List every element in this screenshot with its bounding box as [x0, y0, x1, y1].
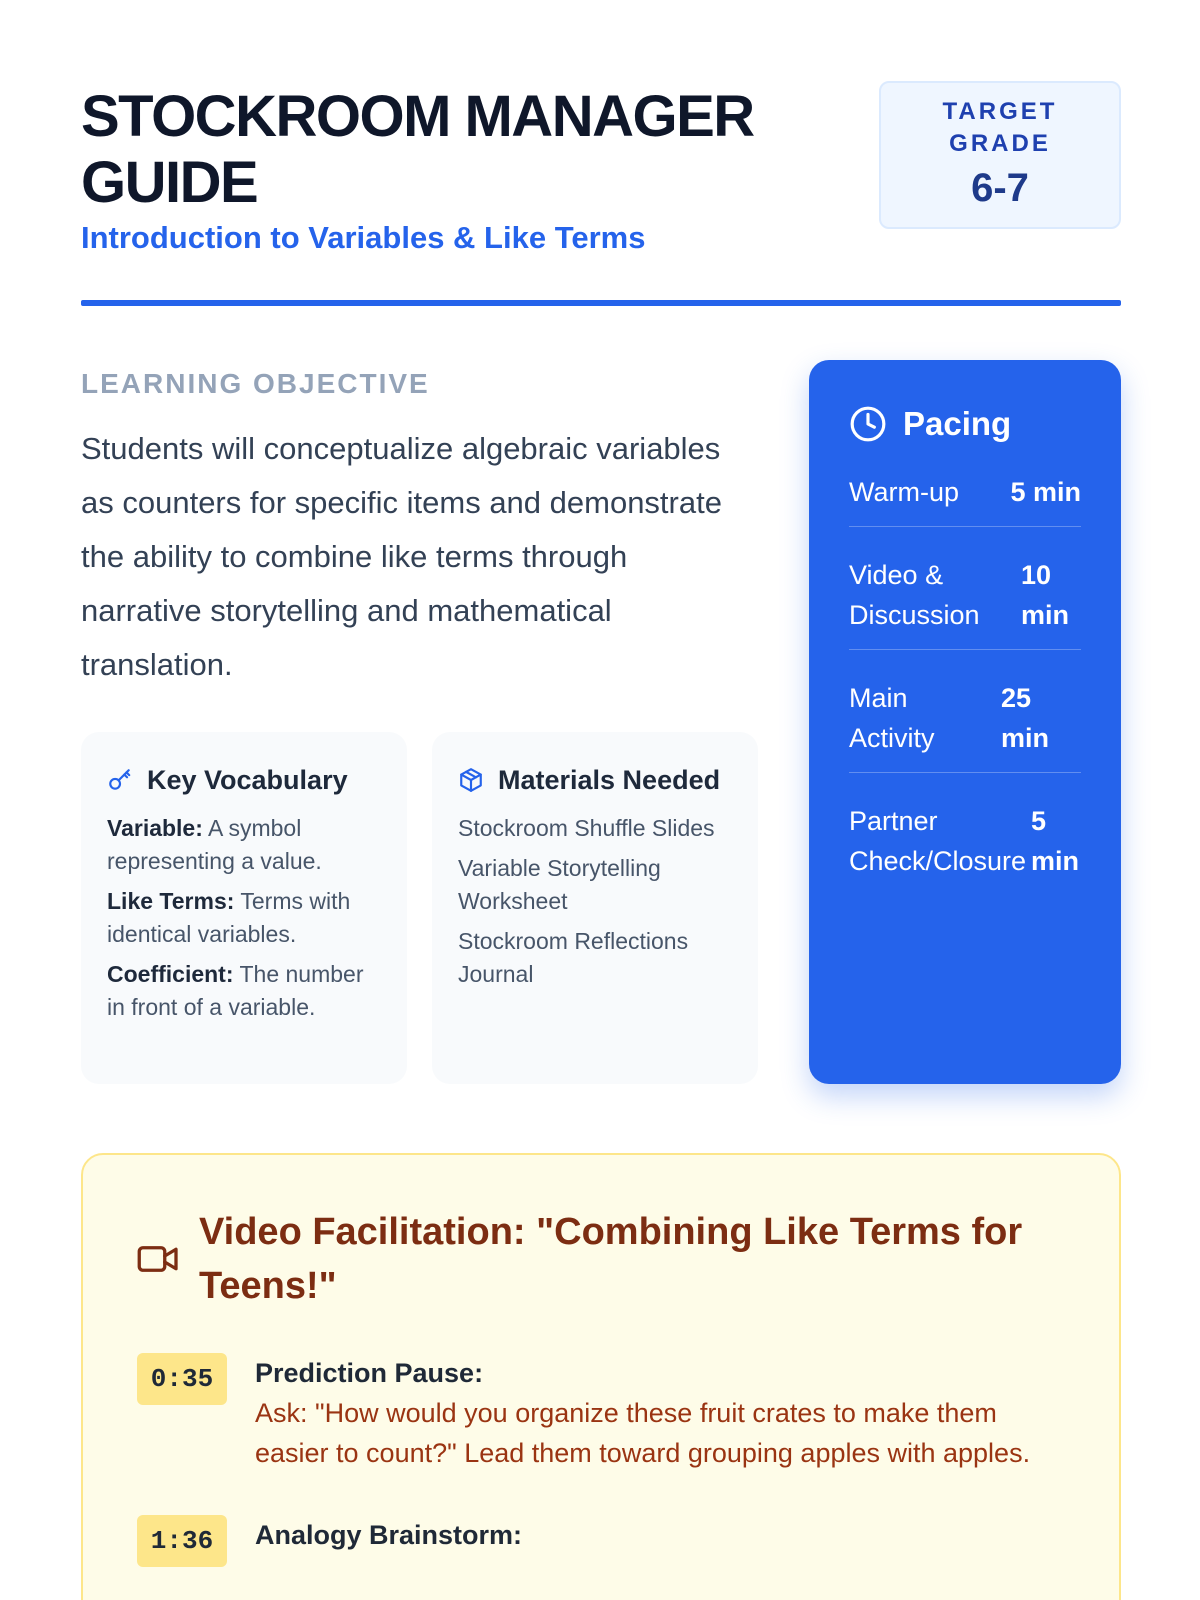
header-divider — [81, 300, 1121, 306]
material-item: Stockroom Shuffle Slides — [458, 815, 715, 841]
moment-text: Ask: "How would you organize these fruit crates to make them easier to count?" Lead them toward grouping apples with apples. — [255, 1398, 1031, 1468]
video-moment — [137, 1353, 1065, 1473]
pacing-title: Pacing — [903, 405, 1012, 442]
materials-card — [432, 732, 758, 1084]
timestamp-badge: 1:36 — [137, 1515, 227, 1567]
vocab-term: Like Terms: — [107, 888, 235, 914]
vocab-definition: The number in front of a variable. — [107, 961, 364, 1020]
vocab-term: Coefficient: — [107, 961, 234, 987]
vocabulary-header — [107, 762, 381, 798]
moment-title: Analogy Brainstorm: — [255, 1520, 523, 1550]
pacing-panel — [809, 360, 1121, 1084]
moment-body — [255, 1353, 1055, 1473]
pacing-duration: 5 min — [1031, 806, 1080, 876]
vocab-term: Variable: — [107, 815, 203, 841]
video-moment — [137, 1515, 1065, 1567]
target-grade-badge — [879, 81, 1121, 229]
pacing-row-video — [849, 555, 1081, 650]
video-camera-icon — [137, 1243, 179, 1275]
timestamp-badge: 0:35 — [137, 1353, 227, 1405]
key-icon — [107, 767, 133, 793]
pacing-activity: Partner Check/Closure — [849, 806, 1027, 876]
clock-icon — [849, 405, 887, 443]
box-icon — [458, 767, 484, 793]
moment-body — [255, 1515, 1055, 1555]
vocabulary-title: Key Vocabulary — [147, 764, 348, 795]
pacing-activity: Video & Discussion — [849, 560, 980, 630]
vocab-definition: A symbol representing a value. — [107, 815, 322, 874]
vocab-definition: Terms with identical variables. — [107, 888, 351, 947]
target-grade-value: 6-7 — [971, 166, 1029, 210]
pacing-duration: 25 min — [1001, 683, 1050, 753]
pacing-activity: Warm-up — [849, 477, 960, 507]
vocab-item-variable — [107, 812, 381, 878]
objective-label: LEARNING OBJECTIVE — [81, 368, 430, 399]
materials-header — [458, 762, 732, 798]
pacing-row-main-activity — [849, 678, 1081, 773]
video-facilitation-section — [81, 1153, 1121, 1600]
target-grade-label: TARGET GRADE — [942, 98, 1058, 157]
page-subtitle: Introduction to Variables & Like Terms — [81, 220, 646, 255]
video-title: Video Facilitation: "Combining Like Terms for Teens!" — [199, 1211, 1023, 1307]
lesson-guide-page — [81, 0, 1121, 1600]
pacing-activity: Main Activity — [849, 683, 935, 753]
pacing-row-closure — [849, 801, 1081, 895]
material-item: Variable Storytelling Worksheet — [458, 855, 661, 914]
objective-text: Students will conceptualize algebraic variables as counters for specific items and demonstrate the ability to combine like terms through narrative storytelling and mathematical translation. — [81, 431, 722, 682]
moment-title: Prediction Pause: — [255, 1358, 484, 1388]
pacing-duration: 5 min — [1010, 477, 1081, 507]
video-header — [137, 1205, 1065, 1313]
pacing-row-warm-up — [849, 472, 1081, 527]
vocab-item-coefficient — [107, 958, 381, 1024]
pacing-duration: 10 min — [1021, 560, 1070, 630]
material-item: Stockroom Reflections Journal — [458, 928, 689, 987]
materials-title: Materials Needed — [498, 764, 721, 795]
page-title: STOCKROOM MANAGER GUIDE — [81, 84, 754, 215]
vocab-item-like-terms — [107, 885, 381, 951]
header — [81, 84, 1121, 304]
pacing-header — [849, 402, 1081, 446]
vocabulary-card — [81, 732, 407, 1084]
